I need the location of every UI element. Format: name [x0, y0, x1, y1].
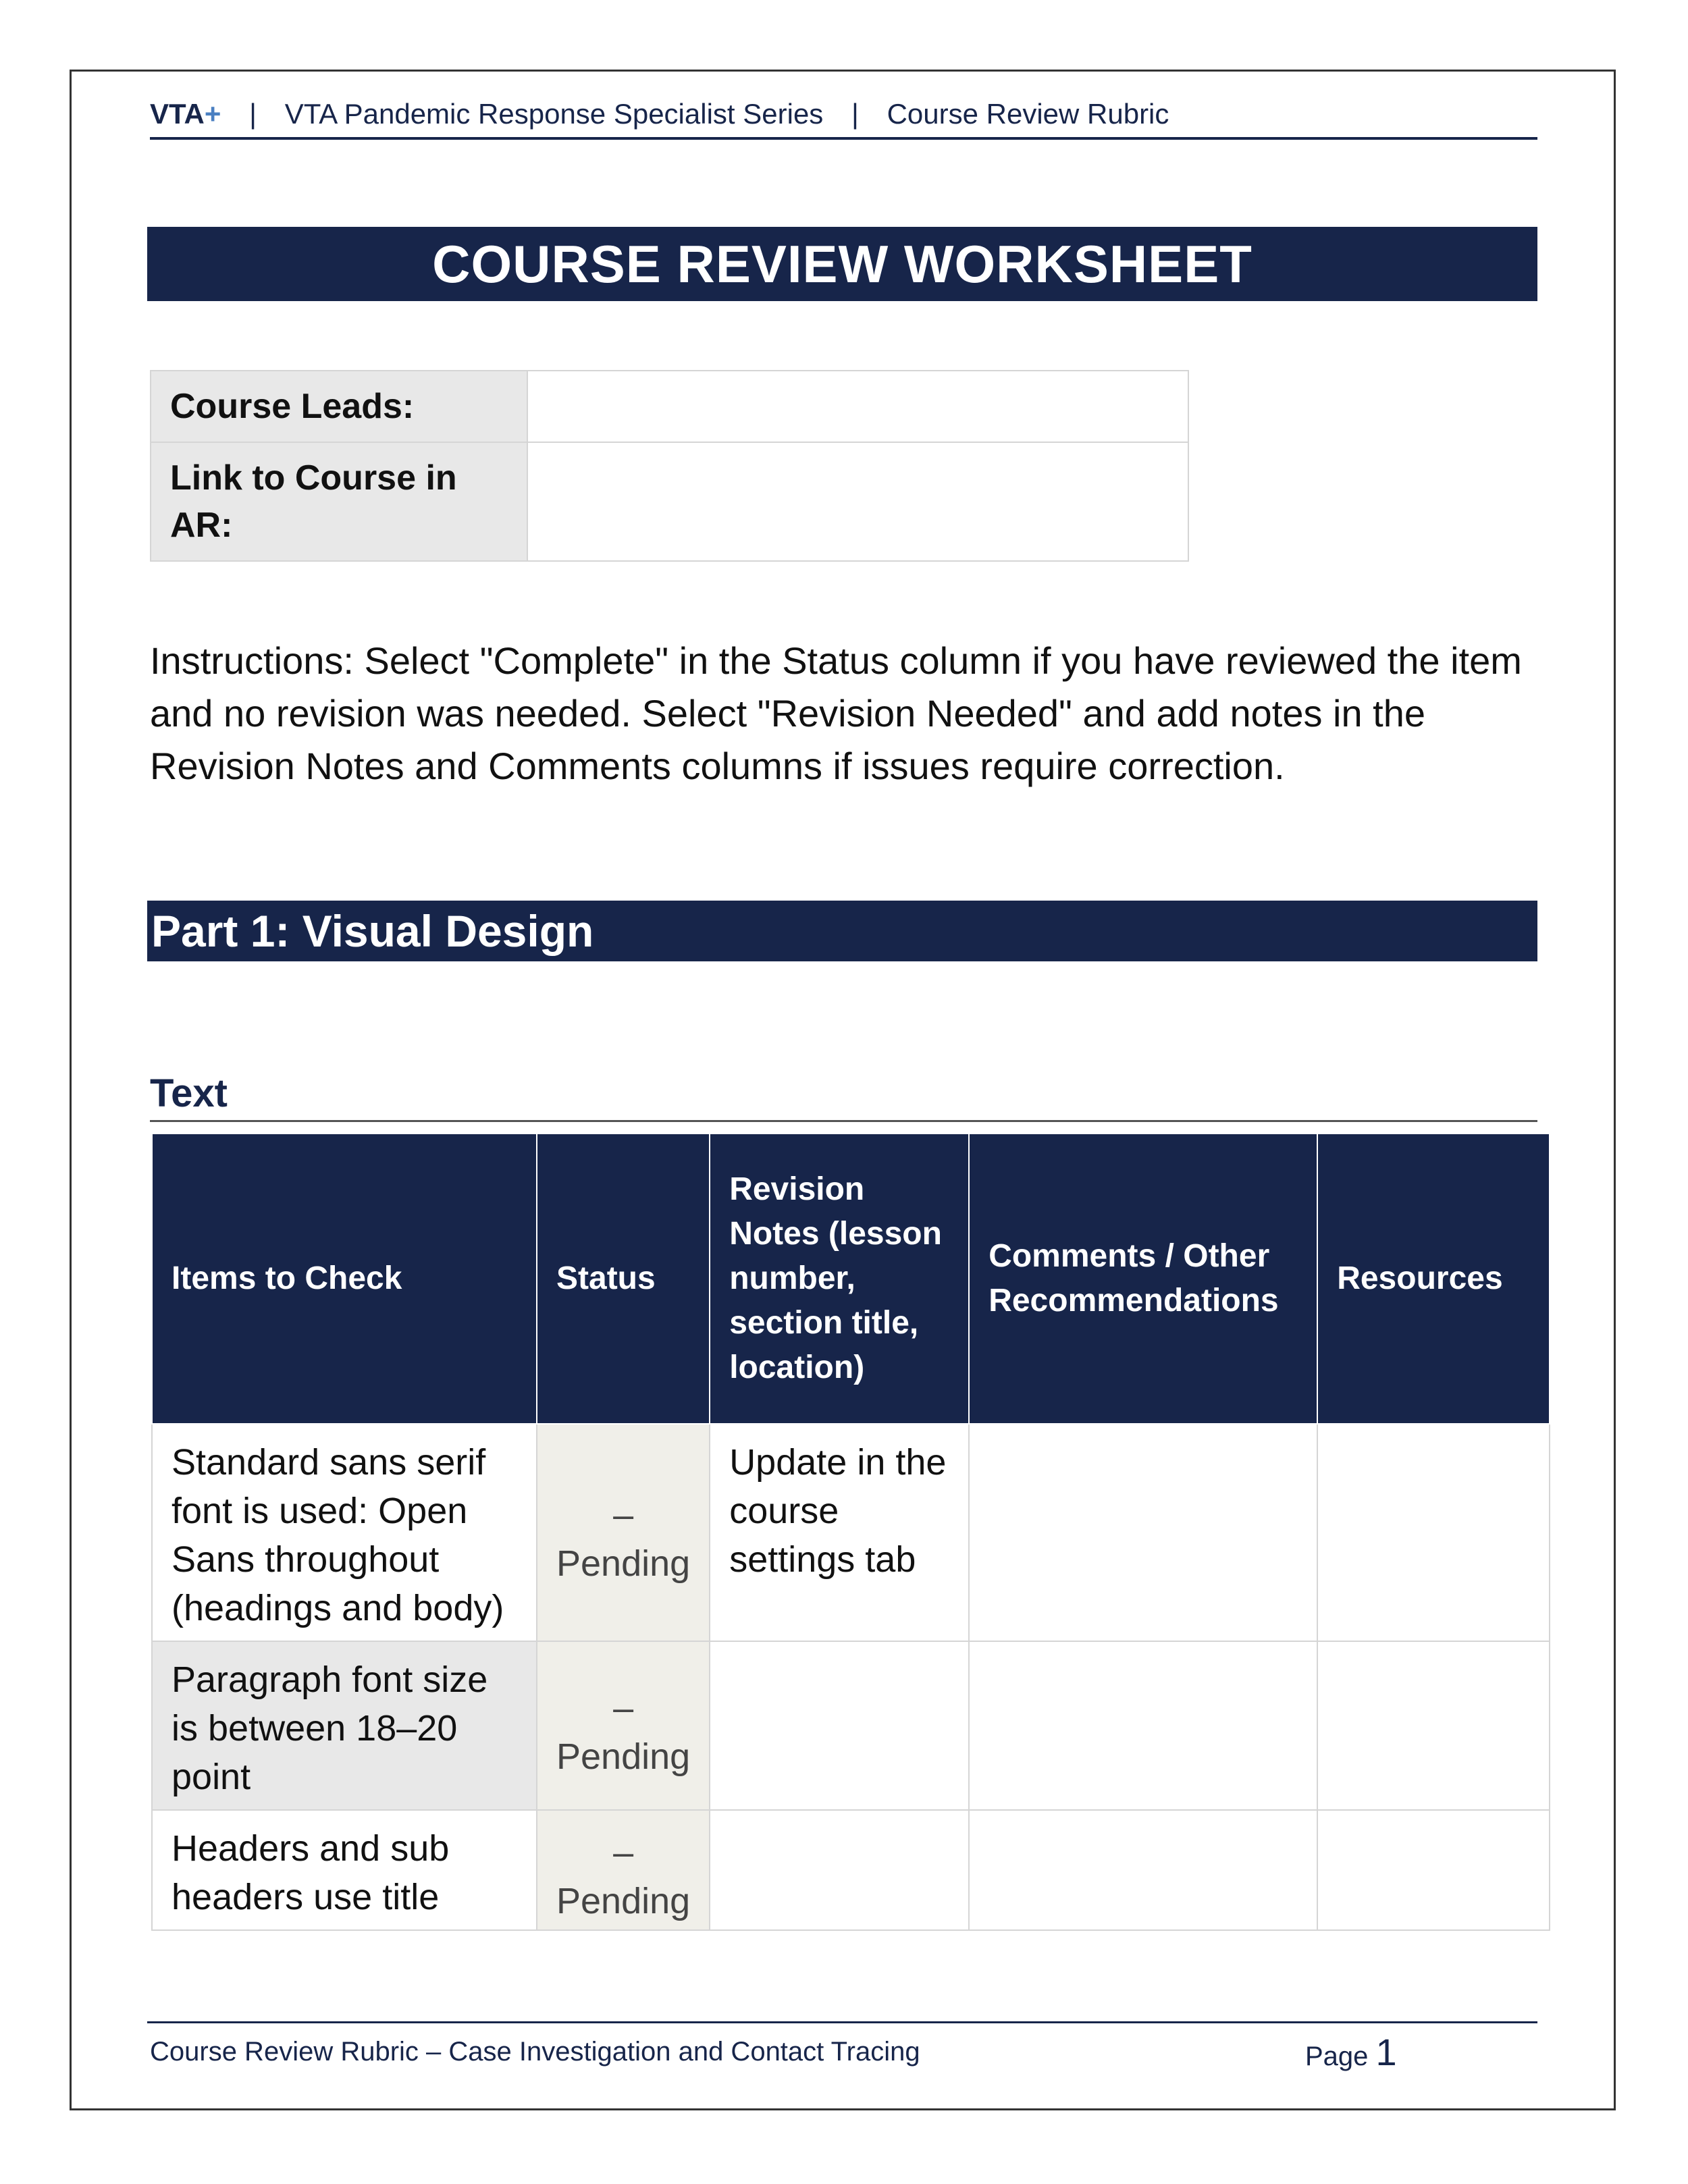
revision-notes-cell[interactable]: Update in the course settings tab — [710, 1424, 969, 1641]
course-leads-field[interactable] — [527, 371, 1188, 442]
table-header-row — [152, 1134, 1550, 1424]
page-title: COURSE REVIEW WORKSHEET — [147, 227, 1537, 301]
item-to-check: Paragraph font size is between 18–20 point — [152, 1641, 537, 1810]
course-link-label: Link to Course in AR: — [151, 442, 527, 561]
status-dropdown[interactable] — [537, 1424, 710, 1641]
instructions-text: Instructions: Select "Complete" in the Status column if you have reviewed the item and no revision was needed. Select "Revision Needed" and add notes in the Revision Notes and Comments columns if issues require correction. — [150, 639, 1522, 787]
header-separator: | — [249, 98, 257, 130]
header-separator: | — [851, 98, 859, 130]
status-value: Pending — [556, 1736, 691, 1777]
course-leads-label: Course Leads: — [151, 371, 527, 442]
revision-notes-cell[interactable] — [710, 1810, 969, 1930]
header-series: VTA Pandemic Response Specialist Series — [284, 98, 824, 130]
footer-page — [1305, 2030, 1397, 2074]
course-link-field[interactable] — [527, 442, 1188, 561]
brand-plus: + — [204, 98, 221, 130]
footer-page-label: Page — [1305, 2042, 1369, 2071]
comments-cell[interactable] — [969, 1641, 1317, 1810]
page-footer — [147, 2021, 1537, 2082]
status-dropdown[interactable] — [537, 1810, 710, 1930]
column-header-status: Status — [537, 1134, 710, 1424]
status-dash: – — [613, 1832, 634, 1873]
column-header-items: Items to Check — [152, 1134, 537, 1424]
column-header-comments: Comments / Other Recommendations — [969, 1134, 1317, 1424]
table-row — [152, 1641, 1550, 1810]
status-dash: – — [613, 1688, 634, 1728]
page-header — [150, 98, 1537, 140]
column-header-revision-notes: Revision Notes (lesson number, section title, location) — [710, 1134, 969, 1424]
table-row — [152, 1424, 1550, 1641]
resources-cell[interactable] — [1317, 1810, 1550, 1930]
brand-logo-text: VTA — [150, 98, 205, 130]
subsection-heading-text: Text — [150, 1067, 1537, 1122]
comments-cell[interactable] — [969, 1810, 1317, 1930]
course-meta-table — [150, 370, 1189, 562]
footer-doc-title: Course Review Rubric – Case Investigation and Contact Tracing — [150, 2037, 920, 2067]
revision-notes-cell[interactable] — [710, 1641, 969, 1810]
comments-cell[interactable] — [969, 1424, 1317, 1641]
footer-page-number: 1 — [1375, 2031, 1397, 2073]
column-header-resources: Resources — [1317, 1134, 1550, 1424]
table-row — [152, 1810, 1550, 1930]
resources-cell[interactable] — [1317, 1424, 1550, 1641]
status-value: Pending — [556, 1543, 691, 1584]
course-leads-row — [151, 371, 1188, 442]
status-dropdown[interactable] — [537, 1641, 710, 1810]
item-to-check: Headers and sub headers use title — [152, 1810, 537, 1930]
checklist-table — [151, 1133, 1550, 1931]
status-value: Pending — [556, 1881, 691, 1921]
status-dash: – — [613, 1495, 634, 1535]
item-to-check: Standard sans serif font is used: Open Sans throughout (headings and body) — [152, 1424, 537, 1641]
course-link-row — [151, 442, 1188, 561]
resources-cell[interactable] — [1317, 1641, 1550, 1810]
section-title-part1: Part 1: Visual Design — [147, 901, 1537, 961]
header-doc-name: Course Review Rubric — [887, 98, 1169, 130]
